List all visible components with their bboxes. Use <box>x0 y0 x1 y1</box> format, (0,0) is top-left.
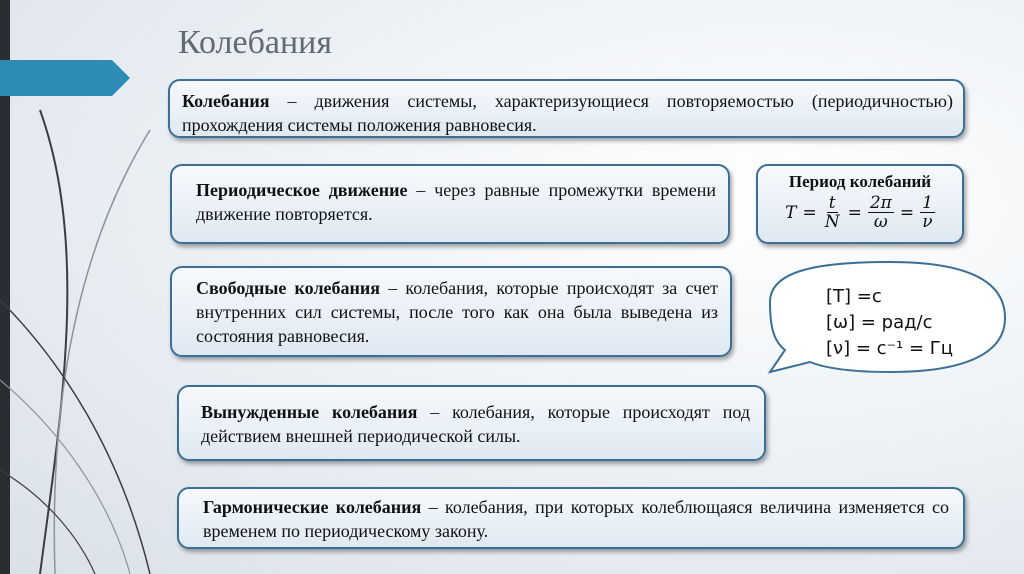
equals-sign: = <box>847 202 862 223</box>
denominator: N <box>824 212 840 232</box>
denominator: ν <box>922 212 933 232</box>
definition-forced-oscillations <box>177 385 766 461</box>
numerator: 1 <box>922 193 933 213</box>
denominator: ω <box>873 212 888 232</box>
term: Свободные колебания <box>196 278 381 298</box>
period-formula <box>764 194 956 231</box>
definition-text: – через равные промежутки времени движение повторяется. <box>196 180 716 224</box>
slide-title: Колебания <box>178 24 333 61</box>
term: Гармонические колебания <box>203 497 422 517</box>
definition-free-oscillations <box>170 266 732 357</box>
numerator: t <box>828 193 836 213</box>
fraction-1-over-nu <box>920 194 935 231</box>
term: Колебания <box>182 91 270 111</box>
fraction-t-over-n <box>823 194 842 231</box>
numerator: 2π <box>869 193 892 213</box>
definition-harmonic-oscillations <box>177 487 965 549</box>
equals-sign: = <box>899 202 915 223</box>
unit-frequency: [ν] = с⁻¹ = Гц <box>826 338 953 359</box>
term: Вынужденные колебания <box>201 402 418 422</box>
period-title: Период колебаний <box>788 172 932 191</box>
term: Периодическое движение <box>196 180 408 200</box>
period-formula-box <box>756 164 964 244</box>
fraction-2pi-over-omega <box>868 194 894 231</box>
definition-periodic-motion <box>170 164 730 244</box>
unit-period: [T] =с <box>826 286 882 307</box>
definition-text: – движения системы, характеризующиеся повторяемостью (периодичностью) прохождения системы положения равновесия. <box>182 91 953 135</box>
unit-angular-frequency: [ω] = рад/с <box>826 312 933 333</box>
definition-text: – колебания, которые происходят под действием внешней периодической силы. <box>201 402 751 446</box>
definition-text: – колебания, которые происходят за счет внутренних сил системы, после того как она была выведена из состояния равновесия. <box>196 278 719 346</box>
definition-oscillations <box>168 79 965 138</box>
definition-text: – колебания, при которых колеблющаяся величина изменяется со временем по периодическому закону. <box>203 497 949 541</box>
equals-sign: = <box>802 202 817 223</box>
formula-lhs: T <box>785 202 797 223</box>
